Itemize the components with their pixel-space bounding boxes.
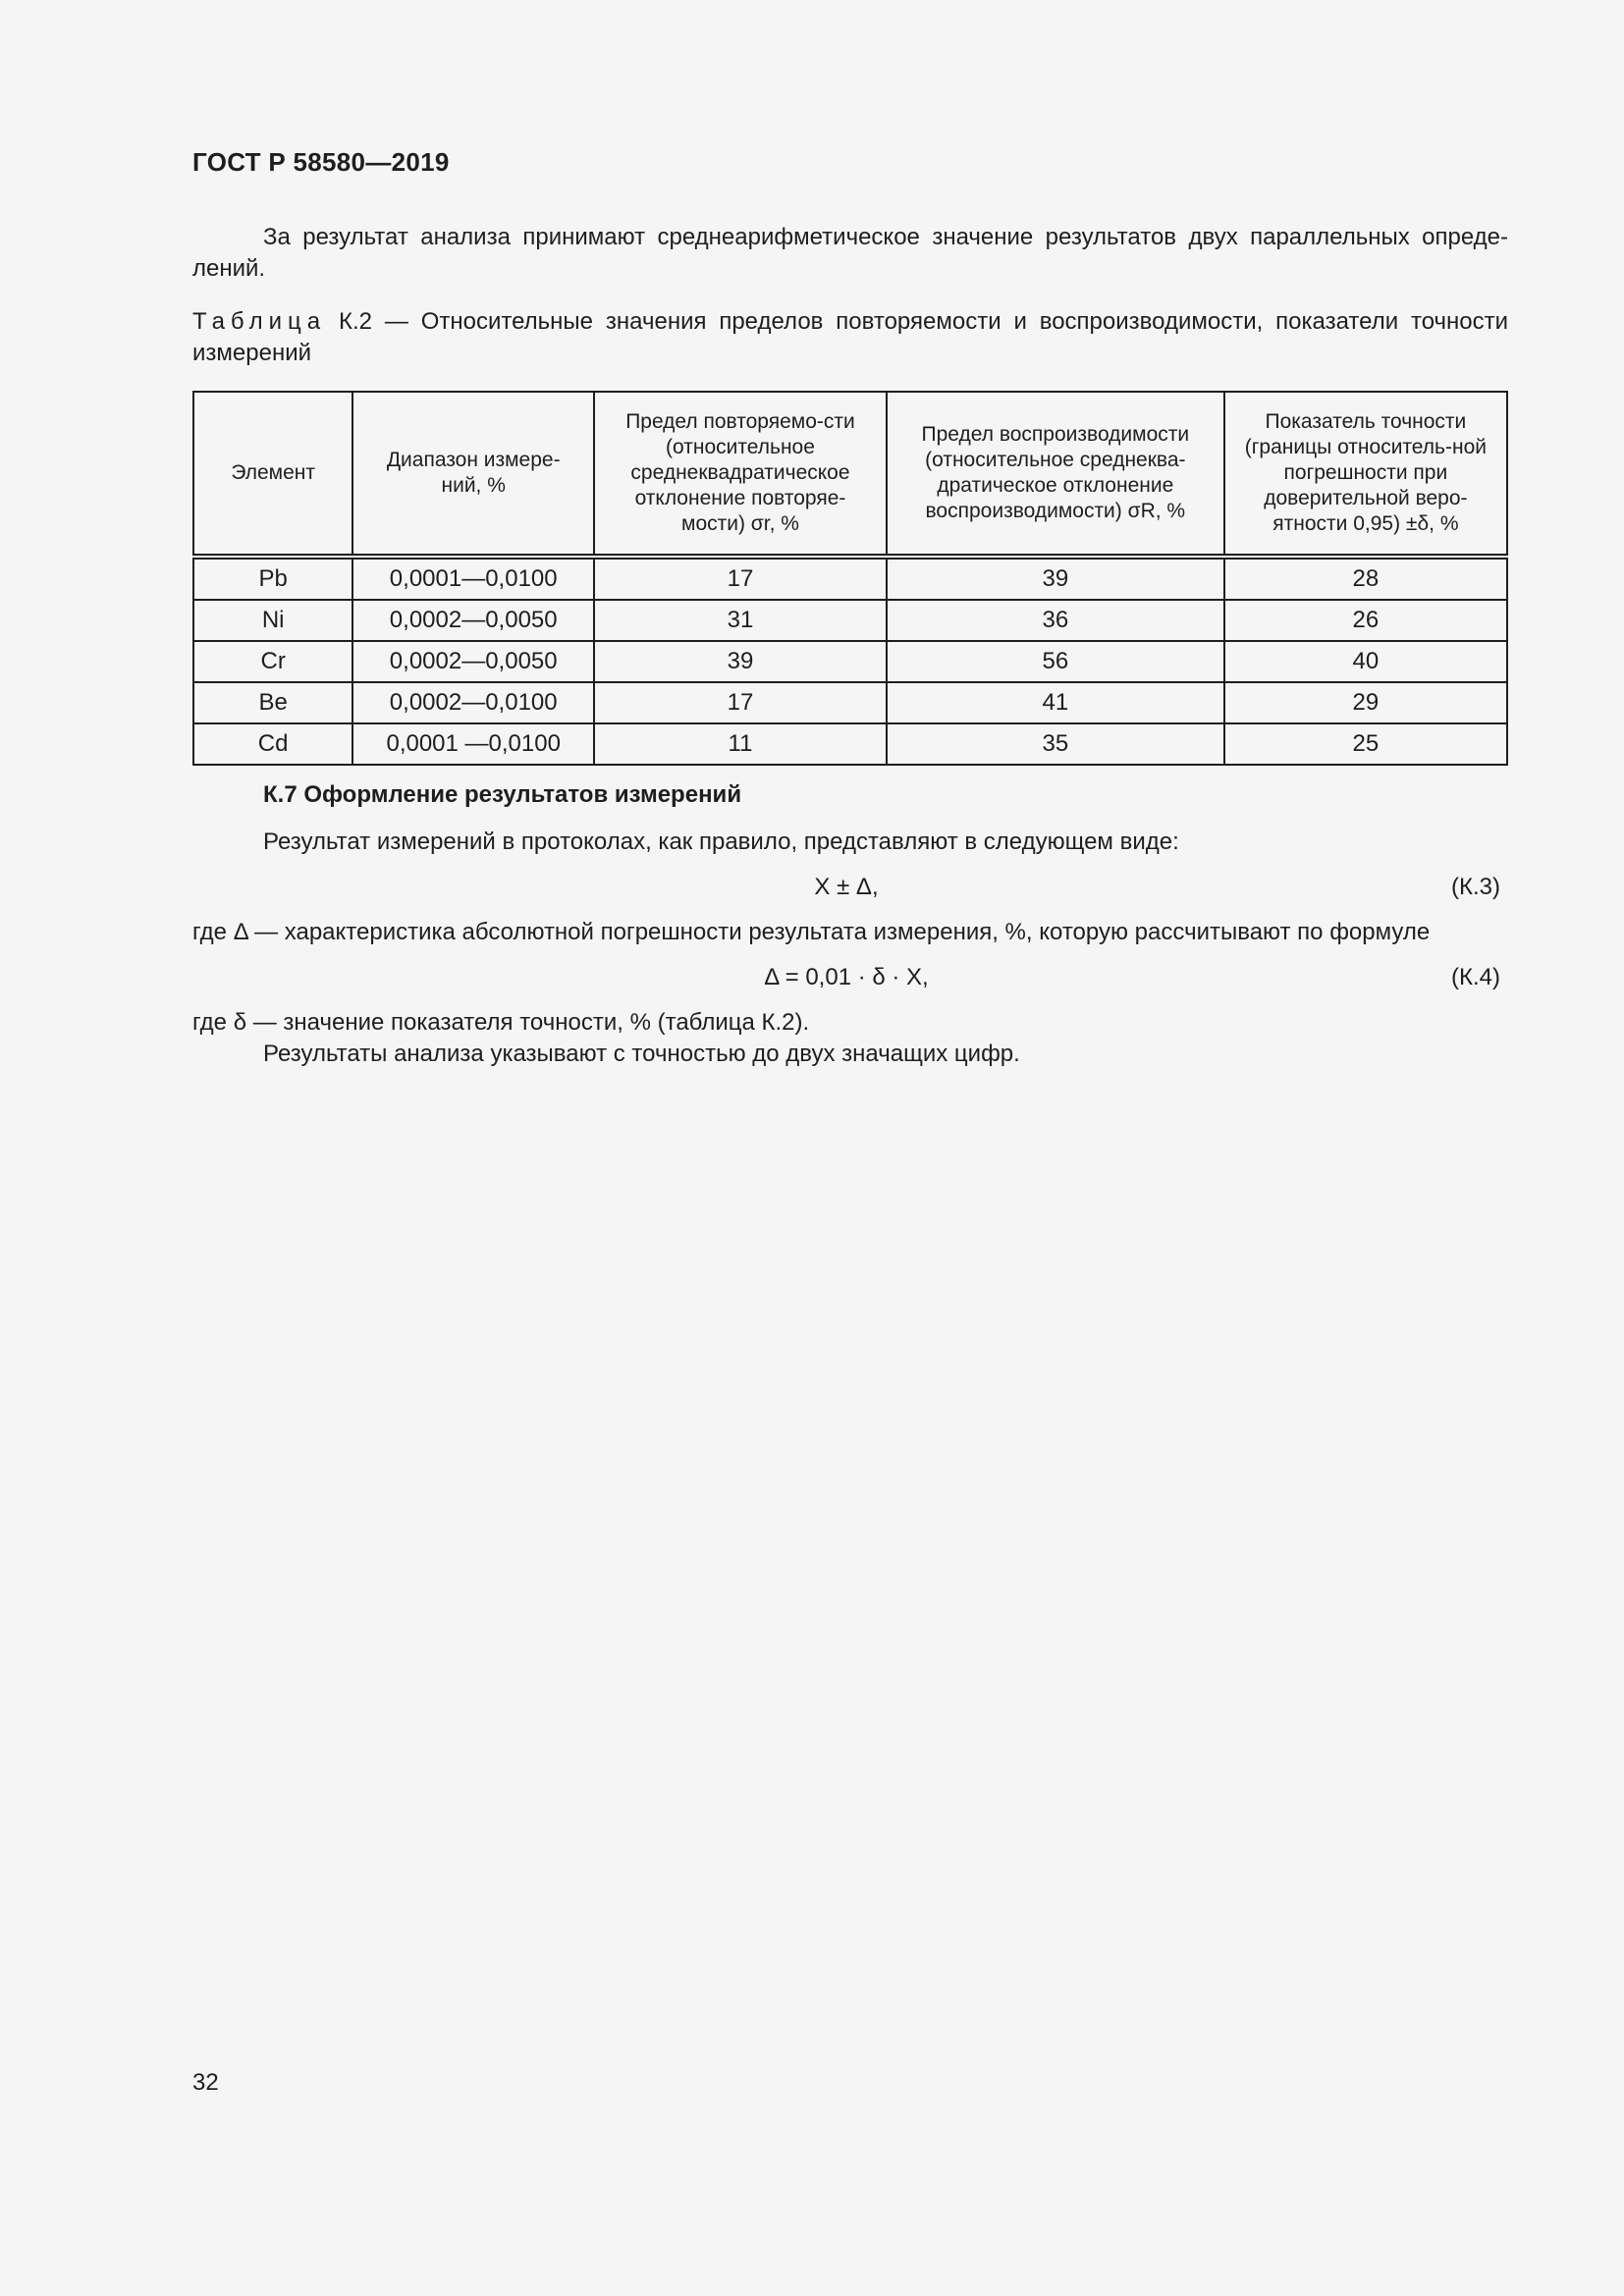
- column-header-accuracy: [1224, 392, 1507, 557]
- cell-reproducibility: 41: [887, 682, 1224, 723]
- column-header-element-text: Элемент: [231, 461, 315, 484]
- column-header-accuracy-text: Показатель точности (границы относитель-ной погрешности при доверительной веро-ятности 0,95) ±δ, %: [1244, 410, 1487, 535]
- formula-k4-expression: Δ = 0,01 · δ · X,: [764, 964, 929, 990]
- cell-repeatability: 17: [594, 682, 887, 723]
- table-header-row: [193, 392, 1507, 557]
- cell-repeatability: 17: [594, 557, 887, 600]
- column-header-reproducibility: [887, 392, 1224, 557]
- formula-k3-number: (К.3): [1451, 874, 1500, 900]
- cell-accuracy: 28: [1224, 557, 1507, 600]
- table-caption-number: К.2: [338, 308, 372, 335]
- table-row: [193, 723, 1507, 765]
- table-row: [193, 557, 1507, 600]
- cell-accuracy: 29: [1224, 682, 1507, 723]
- table-row: [193, 682, 1507, 723]
- cell-reproducibility: 36: [887, 600, 1224, 641]
- column-header-element: [193, 392, 352, 557]
- cell-range: 0,0002—0,0050: [352, 641, 594, 682]
- cell-element: Ni: [193, 600, 352, 641]
- cell-reproducibility: 56: [887, 641, 1224, 682]
- cell-repeatability: 11: [594, 723, 887, 765]
- cell-range: 0,0002—0,0050: [352, 600, 594, 641]
- column-header-repeatability-text: Предел повторяемо-сти (относительное среднеквадратическое отклонение повторяе-мости) σr, %: [625, 410, 855, 535]
- column-header-range-text: Диапазон измере-ний, %: [386, 449, 561, 497]
- cell-element: Be: [193, 682, 352, 723]
- table-row: [193, 600, 1507, 641]
- cell-element: Cr: [193, 641, 352, 682]
- column-header-range: [352, 392, 594, 557]
- table-caption-title: — Относительные значения пределов повторяемости и воспроизводимости, показатели точности измерений: [192, 308, 1509, 366]
- section-heading-k7: К.7 Оформление результатов измерений: [263, 781, 742, 808]
- intro-paragraph: За результат анализа принимают среднеарифметическое значение результатов двух параллельных опреде-лений.: [192, 224, 1508, 282]
- column-header-reproducibility-text: Предел воспроизводимости (относительное среднеква-дратическое отклонение воспроизводимости) σR, %: [921, 423, 1190, 522]
- cell-accuracy: 26: [1224, 600, 1507, 641]
- formula-k4: [192, 962, 1500, 993]
- cell-repeatability: 31: [594, 600, 887, 641]
- table-row: [193, 641, 1507, 682]
- cell-accuracy: 25: [1224, 723, 1507, 765]
- cell-accuracy: 40: [1224, 641, 1507, 682]
- cell-range: 0,0002—0,0100: [352, 682, 594, 723]
- cell-reproducibility: 39: [887, 557, 1224, 600]
- precision-table: [192, 391, 1508, 766]
- table-caption: [192, 306, 1508, 369]
- formula-k3-expression: X ± Δ,: [814, 874, 879, 900]
- significant-digits-paragraph: Результаты анализа указывают с точностью до двух значащих цифр.: [263, 1041, 1020, 1067]
- table-caption-label: Таблица: [192, 308, 327, 335]
- delta-definition: где Δ — характеристика абсолютной погрешности результата измерения, %, которую рассчитывают по формуле: [192, 919, 1431, 945]
- cell-range: 0,0001 —0,0100: [352, 723, 594, 765]
- page-number: 32: [192, 2069, 219, 2096]
- cell-repeatability: 39: [594, 641, 887, 682]
- small-delta-definition: где δ — значение показателя точности, % (таблица К.2).: [192, 1009, 810, 1036]
- document-header: ГОСТ Р 58580—2019: [192, 147, 450, 177]
- column-header-repeatability: [594, 392, 887, 557]
- cell-reproducibility: 35: [887, 723, 1224, 765]
- formula-k3: [192, 872, 1500, 903]
- formula-k4-number: (К.4): [1451, 964, 1500, 990]
- cell-element: Pb: [193, 557, 352, 600]
- results-format-paragraph: Результат измерений в протоколах, как правило, представляют в следующем виде:: [263, 828, 1179, 855]
- cell-range: 0,0001—0,0100: [352, 557, 594, 600]
- cell-element: Cd: [193, 723, 352, 765]
